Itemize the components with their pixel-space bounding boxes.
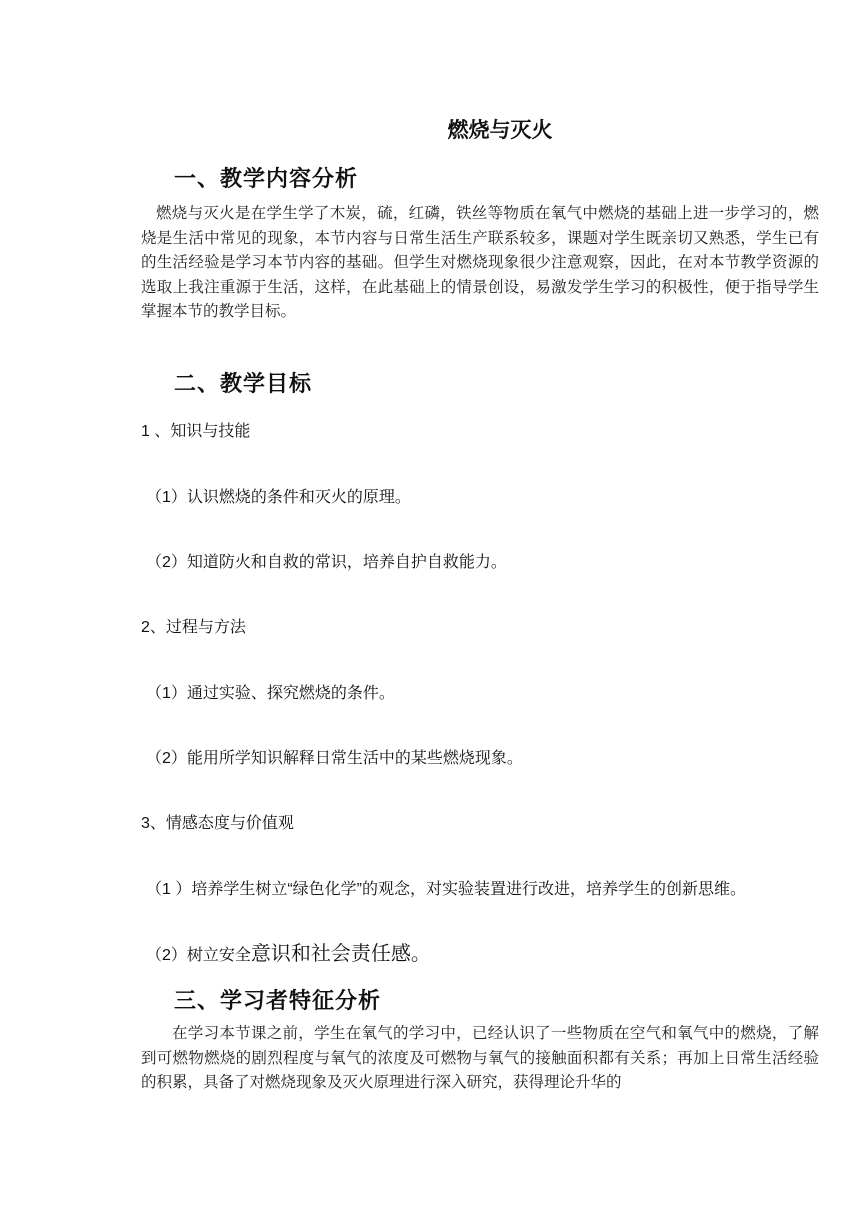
section-heading-content-analysis: 一、教学内容分析 (174, 166, 359, 191)
section-heading-teaching-goals: 二、教学目标 (174, 371, 313, 396)
section-paragraph-learner-analysis: 在学习本节课之前，学生在氧气的学习中，已经认识了一些物质在空气和氧气中的燃烧，了解到可燃物燃烧的剧烈程度与氧气的浓度及可燃物与氧气的接触面积都有关系；再加上日常生活经验的积累，具备了对燃烧现象及灭火原理进行深入研究，获得理论升华的 (141, 1024, 819, 1091)
document-title: 燃烧与灭火 (447, 119, 553, 142)
goal-item-suffix: 意识和社会责任感。 (250, 943, 431, 965)
goal-item-prefix: （2）树立 (146, 947, 219, 964)
section-paragraph-content-analysis: 燃烧与灭火是在学生学了木炭，硫，红磷，铁丝等物质在氧气中燃烧的基础上进一步学习的，燃烧是生活中常见的现象，本节内容与日常生活生产联系较多，课题对学生既亲切又熟悉，学生已有的生活经验是学习本节内容的基础。但学生对燃烧现象很少注意观察，因此，在对本节教学资源的选取上我注重源于生活，这样，在此基础上的情景创设，易激发学生学习的积极性，便于指导学生掌握本节的教学目标。 (141, 204, 819, 320)
goal-item: （1）认识燃烧的条件和灭火的原理。 (146, 489, 411, 506)
goal-item: （2）知道防火和自救的常识，培养自护自救能力。 (146, 554, 507, 571)
goal-item: （2）能用所学知识解释日常生活中的某些燃烧现象。 (146, 750, 523, 767)
section-heading-learner-analysis: 三、学习者特征分析 (174, 988, 382, 1013)
subsection-label-process-method: 2、过程与方法 (141, 619, 246, 636)
subsection-label-knowledge-skills: 1 、知识与技能 (141, 423, 251, 440)
goal-item: （1 ）培养学生树立“绿色化学”的观念，对实验装置进行改进，培养学生的创新思维。 (146, 881, 747, 898)
goal-item-mixed-size (146, 937, 431, 966)
goal-item-middle: 安全 (218, 947, 251, 964)
subsection-label-attitude-values: 3、情感态度与价值观 (141, 815, 294, 832)
goal-item: （1）通过实验、探究燃烧的条件。 (146, 685, 395, 702)
